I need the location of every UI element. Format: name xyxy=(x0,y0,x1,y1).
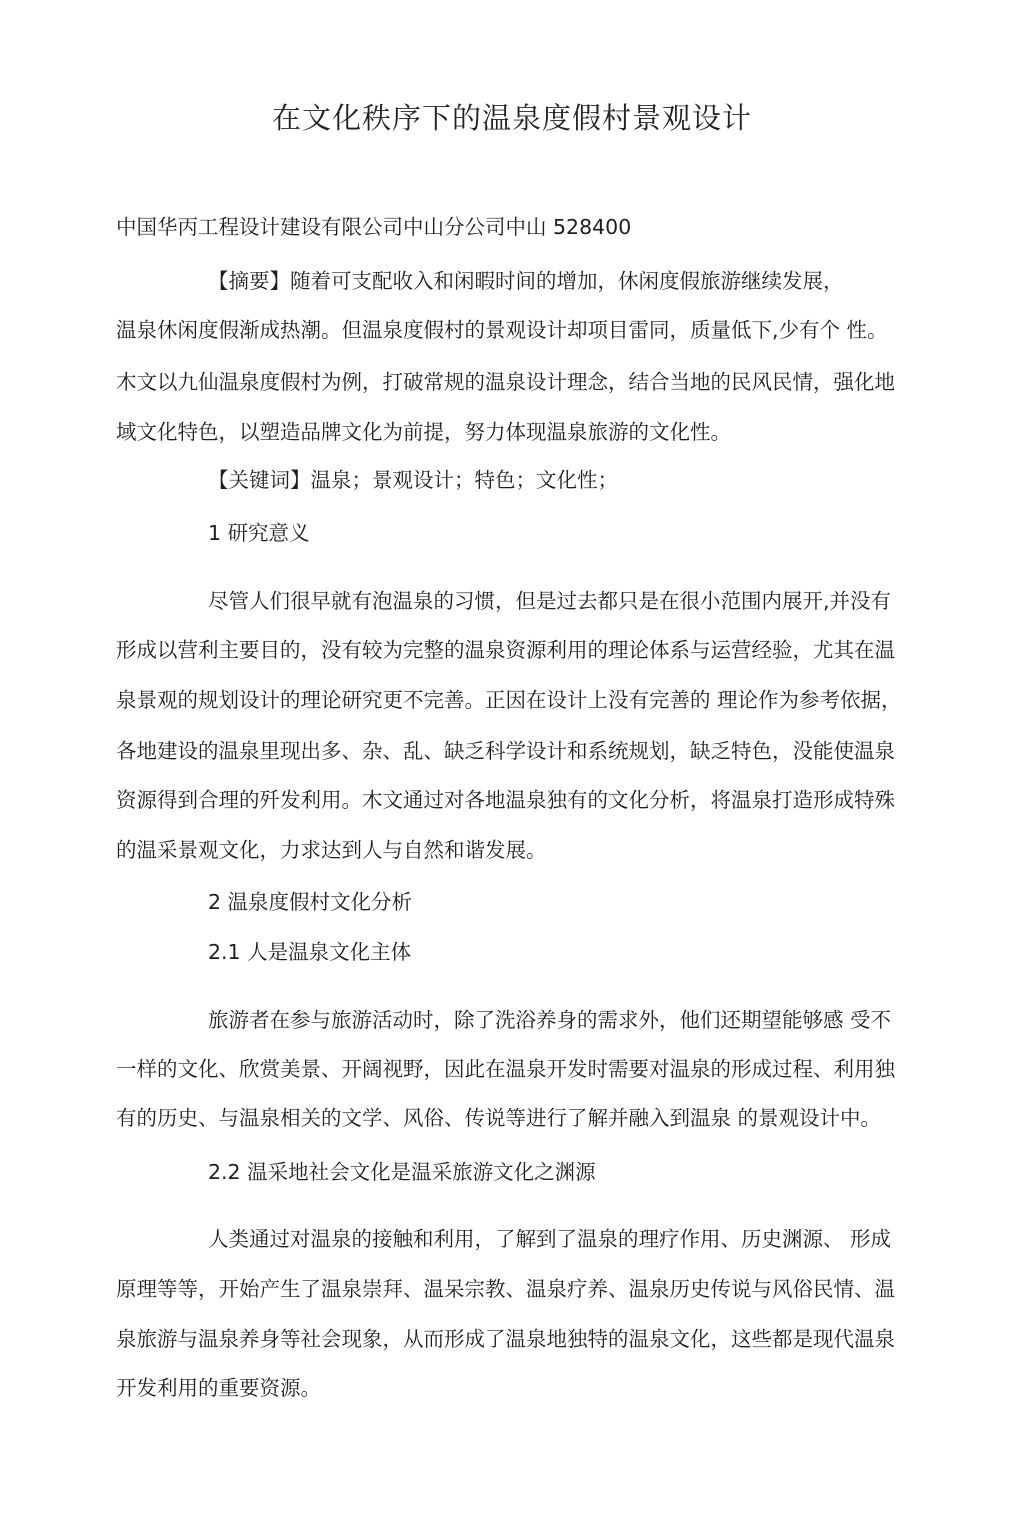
paper-title: 在文化秩序下的温泉度假村景观设计 xyxy=(271,101,752,135)
paragraph-line: 资源得到合理的歼发利用。木文通过对各地温泉独有的文化分析，将温泉打造形成特殊 xyxy=(116,788,895,812)
abstract-line: 温泉休闲度假渐成热潮。但温泉度假村的景观设计却项目雷同，质量低下,少有个 性。 xyxy=(116,318,888,342)
keywords-line: 【关键词】温泉；景观设计；特色；文化性； xyxy=(208,468,618,492)
paragraph-line: 的温采景观文化，力求达到人与自然和谐发展。 xyxy=(116,838,547,862)
section-heading-2: 2 温泉度假村文化分析 xyxy=(208,890,413,914)
subsection-heading-2-2: 2.2 温采地社会文化是温采旅游文化之渊源 xyxy=(208,1160,596,1184)
abstract-line: 木文以九仙温泉度假村为例，打破常规的温泉设计理念，结合当地的民风民情，强化地 xyxy=(116,370,895,394)
paragraph-line: 人类通过对温泉的接触和利用，了解到了温泉的理疗作用、历史渊源、 形成 xyxy=(208,1227,892,1251)
paragraph-line: 开发利用的重要资源。 xyxy=(116,1376,321,1400)
paragraph-line: 形成以营利主要目的，没有较为完整的温泉资源利用的理论体系与运营经验，尤其在温 xyxy=(116,638,895,662)
paragraph-line: 各地建设的温泉里现出多、杂、乱、缺乏科学设计和系统规划，缺乏特色，没能使温泉 xyxy=(116,739,895,763)
paragraph-line: 旅游者在参与旅游活动时，除了洗浴养身的需求外，他们还期望能够感 受不 xyxy=(208,1008,892,1032)
subsection-heading-2-1: 2.1 人是温泉文化主体 xyxy=(208,940,412,964)
paragraph-line: 泉旅游与温泉养身等社会现象，从而形成了温泉地独特的温泉文化，这些都是现代温泉 xyxy=(116,1327,895,1351)
abstract-line: 域文化特色，以塑造品牌文化为前提，努力体现温泉旅游的文化性。 xyxy=(116,420,731,444)
section-heading-1: 1 研究意义 xyxy=(208,521,310,545)
paragraph-line: 一样的文化、欣赏美景、开阔视野，因此在温泉开发时需要对温泉的形成过程、利用独 xyxy=(116,1057,895,1081)
paragraph-line: 泉景观的规划设计的理论研究更不完善。正因在设计上没有完善的 理论作为参考依据， xyxy=(116,688,902,712)
author-affiliation: 中国华丙工程设计建设有限公司中山分公司中山 528400 xyxy=(116,215,632,239)
paragraph-line: 原理等等，开始产生了温泉崇拜、温呆宗教、温泉疗养、温泉历史传说与风俗民情、温 xyxy=(116,1277,895,1301)
paragraph-line: 尽管人们很早就有泡温泉的习惯，但是过去都只是在很小范围内展开,并没有 xyxy=(208,589,892,613)
paragraph-line: 有的历史、与温泉相关的文学、风俗、传说等进行了解并融入到温泉 的景观设计中。 xyxy=(116,1106,882,1130)
abstract-line: 【摘要】随着可支配收入和闲暇时间的增加，休闲度假旅游继续发展， xyxy=(208,269,844,293)
